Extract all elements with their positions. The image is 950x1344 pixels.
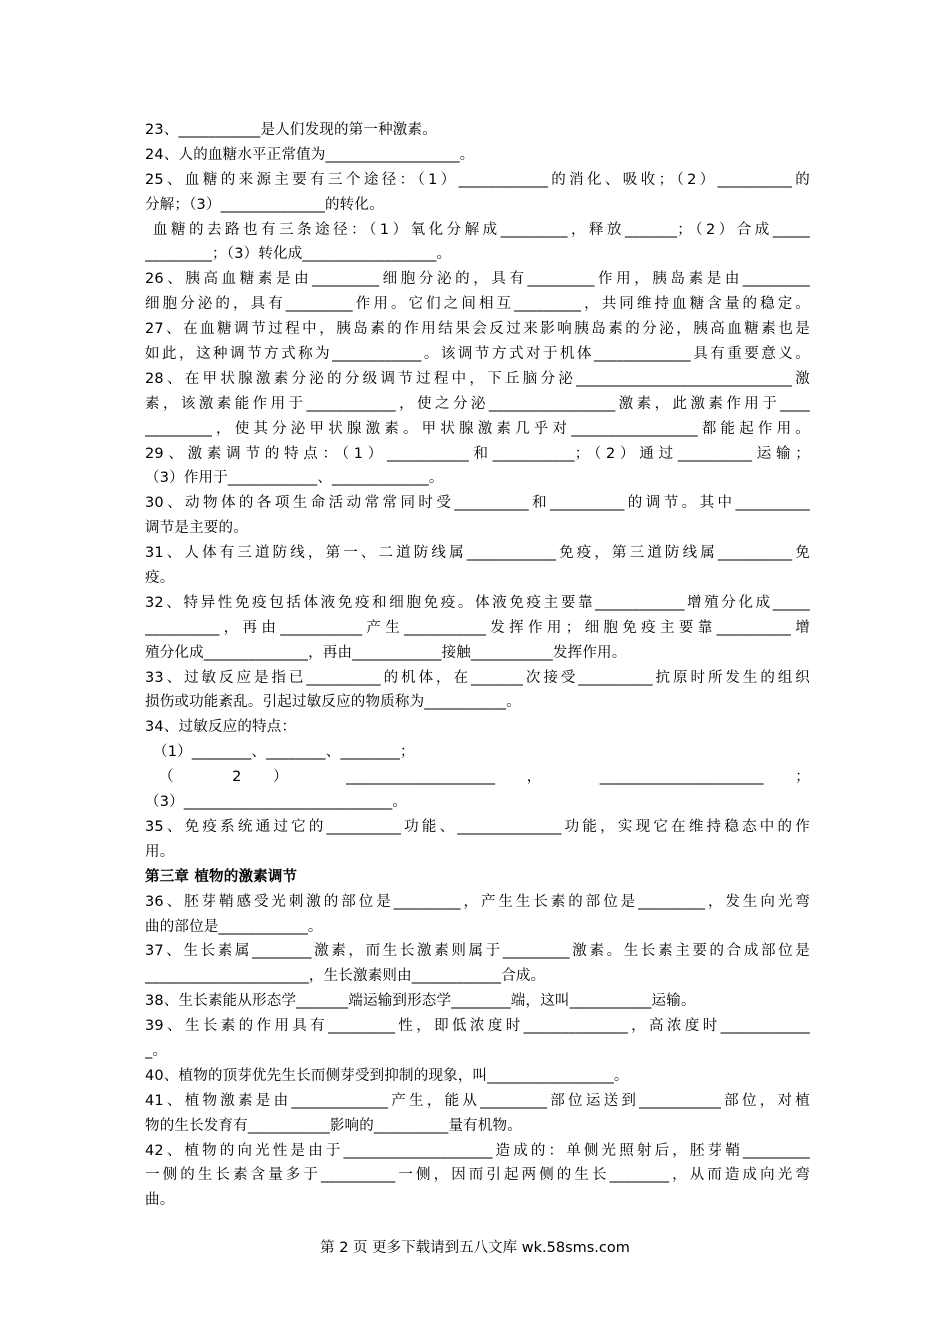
text-line: （1）________、________、________；	[153, 744, 415, 761]
page-footer: 第 2 页 更多下载请到五八文库 wk.58sms.com	[320, 1240, 630, 1256]
text-line: 36、胚芽鞘感受光刺激的部位是_________，产生生长素的部位是_________，发生向光弯	[145, 893, 810, 910]
text-line: 物的生长发育有___________影响的__________量有机物。	[145, 1117, 522, 1134]
text-line: 分解；（3）______________的转化。	[145, 196, 384, 213]
text-line: 34、过敏反应的特点：	[145, 719, 297, 736]
text-line: ______________________，生长激素则由____________合成。	[145, 968, 546, 985]
text-line: 28、在甲状腺激素分泌的分级调节过程中，下丘脑分泌_____________________________激	[145, 370, 810, 387]
text-line: 25、血糖的来源主要有三个途径：（1）____________的消化、吸收；（2）__________的	[145, 171, 810, 188]
text-line: 33、过敏反应是指已__________的机体，在_______次接受__________抗原时所发生的组织	[145, 669, 810, 686]
section-heading: 第三章 植物的激素调节	[145, 868, 298, 885]
text-line: 曲的部位是____________。	[145, 918, 323, 935]
text-line: 23、___________是人们发现的第一种激素。	[145, 122, 437, 138]
text-line: _。	[145, 1042, 168, 1059]
text-line: 35、免疫系统通过它的__________功能、______________功能，实现它在维持稳态中的作	[145, 818, 810, 835]
text-line: 如此，这种调节方式称为____________。该调节方式对于机体_____________具有重要意义。	[145, 346, 810, 363]
text-line: 39、生长素的作用具有_________性，即低浓度时______________，高浓度时____________	[145, 1018, 810, 1035]
text-line: 30、动物体的各项生命活动常常同时受__________和__________的调节。其中__________	[145, 495, 810, 512]
text-line: 一侧的生长素含量多于__________一侧，因而引起两侧的生长________，从而造成向光弯	[145, 1167, 810, 1184]
text-line: 41、植物激素是由_____________产生，能从_________部位运送到___________部位，对植	[145, 1092, 810, 1109]
text-line: 29、激素调节的特点：（1）___________和___________；（2）通过__________运输；	[145, 445, 810, 462]
document-body	[145, 118, 810, 1213]
text-line: 42、植物的向光性是由于____________________造成的：单侧光照射后，胚芽鞘_________	[145, 1142, 810, 1159]
text-line: 32、特异性免疫包括体液免疫和细胞免疫。体液免疫主要靠____________增殖分化成_____	[145, 594, 810, 611]
text-line: 曲。	[145, 1192, 175, 1209]
text-line: 26、胰高血糖素是由_________细胞分泌的，具有_________作用，胰岛素是由_________	[145, 271, 810, 288]
text-line: 细胞分泌的，具有_________作用。它们之间相互_________，共同维持血糖含量的稳定。	[145, 296, 810, 313]
text-line: 素，该激素能作用于____________，使之分泌_________________激素，此激素作用于____	[145, 395, 810, 412]
text-line: 殖分化成______________，再由____________接触___________发挥作用。	[145, 644, 627, 661]
text-line: 38、生长素能从形态学_______端运输到形态学________端，这叫___________运输。	[145, 993, 696, 1010]
text-line: 31、人体有三道防线，第一、二道防线属____________免疫，第三道防线属__________免	[145, 545, 810, 562]
text-line: _________；（3）转化成__________________。	[145, 246, 452, 263]
text-line: 疫。	[145, 570, 175, 587]
text-line: 调节是主要的。	[145, 520, 248, 537]
text-line: 血糖的去路也有三条途径：（1）氧化分解成_________，释放_______；（2）合成_____	[153, 221, 810, 238]
text-line: （ 2 ） ____________________ ， ______________________ ；	[159, 769, 810, 786]
text-line: __________，再由___________产生___________发挥作用；细胞免疫主要靠__________增	[145, 619, 810, 636]
text-line: （3）作用于____________、_____________。	[145, 470, 444, 487]
text-line: 40、植物的顶芽优先生长而侧芽受到抑制的现象，叫_________________。	[145, 1067, 629, 1084]
text-line: 27、在血糖调节过程中，胰岛素的作用结果会反过来影响胰岛素的分泌，胰高血糖素也是	[145, 321, 810, 338]
text-line: 损伤或功能紊乱。引起过敏反应的物质称为___________。	[145, 694, 521, 711]
text-line: 24、人的血糖水平正常值为__________________。	[145, 146, 475, 163]
text-line: （3）____________________________。	[145, 794, 408, 811]
text-line: 用。	[145, 843, 175, 860]
text-line: _________，使其分泌甲状腺激素。甲状腺激素几乎对_________________都能起作用。	[145, 420, 810, 437]
text-line: 37、生长素属________激素，而生长激素则属于_________激素。生长素主要的合成部位是	[145, 943, 810, 960]
